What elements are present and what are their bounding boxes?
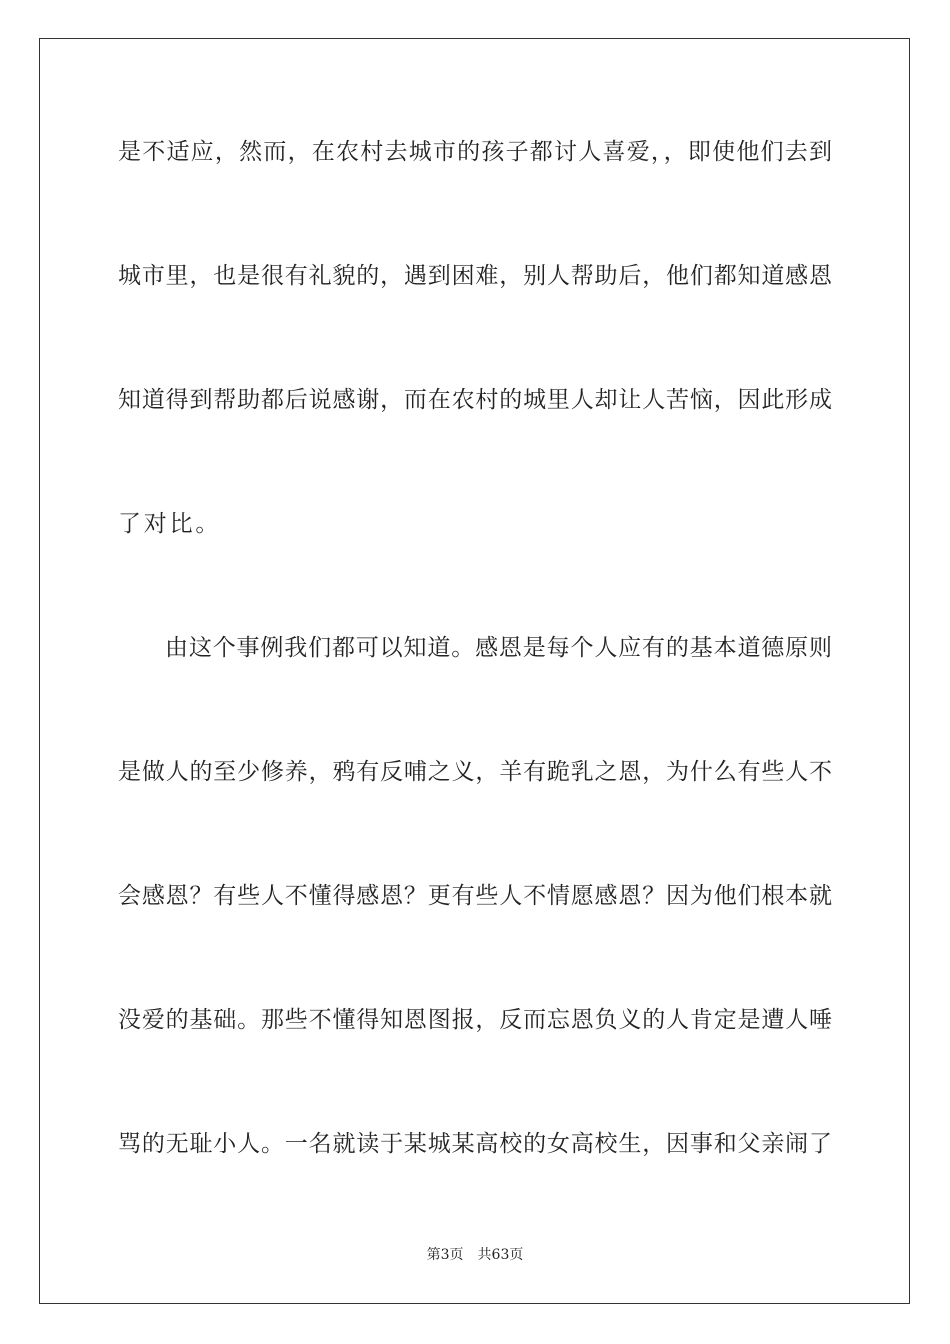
paragraph-first-line: 由这个事例我们都可以知道。感恩是每个人应有的基本道德原则 [165, 635, 832, 661]
text-line: 知道得到帮助都后说感谢，而在农村的城里人却让人苦恼，因此形成 [118, 387, 832, 413]
text-line: 是做人的至少修养，鸦有反哺之义，羊有跪乳之恩，为什么有些人不 [118, 759, 832, 785]
text-line: 城市里，也是很有礼貌的，遇到困难，别人帮助后，他们都知道感恩 [118, 263, 832, 289]
text-line: 是不适应，然而，在农村去城市的孩子都讨人喜爱，，即使他们去到 [118, 139, 832, 165]
text-line: 了对比。 [118, 511, 222, 537]
page-frame [39, 38, 910, 1304]
page-number: 第3页 [426, 1247, 464, 1263]
text-line: 骂的无耻小人。一名就读于某城某高校的女高校生，因事和父亲闹了 [118, 1131, 832, 1157]
text-line: 没爱的基础。那些不懂得知恩图报，反而忘恩负义的人肯定是遭人唾 [118, 1007, 832, 1033]
page-footer [0, 1244, 950, 1264]
page-total: 共63页 [477, 1247, 524, 1263]
text-line: 会感恩？有些人不懂得感恩？更有些人不情愿感恩？因为他们根本就 [118, 883, 832, 909]
